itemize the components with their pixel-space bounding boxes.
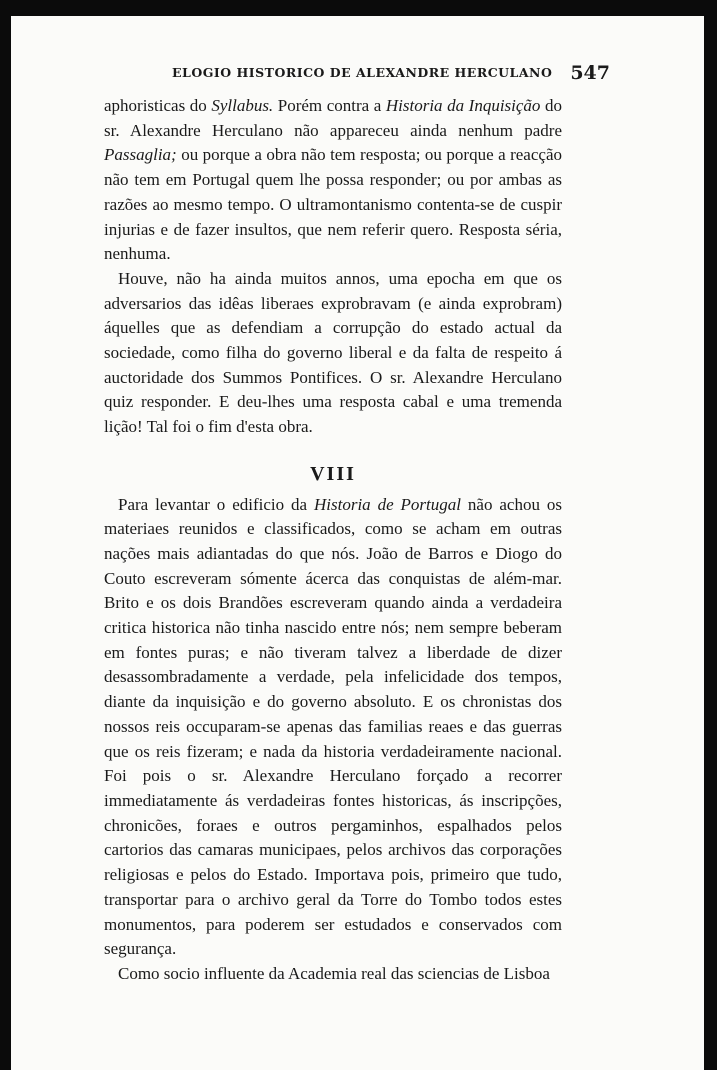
page-number: 547 (570, 62, 610, 84)
paragraph-historia-portugal: Para levantar o edificio da Historia de Portugal não achou os materiaes reunidos e classificados, como se acham em outras nações mais adiantadas do que nós. João de Barros e Diogo do Couto escreveram sómente ácerca das conquistas de além-mar. Brito e os dois Brandões escreveram quando ainda a verdadeira critica historica não tinha nascido entre nós; nem sempre beberam em fontes puras; e não tiveram talvez a liberdade de dizer desassombradamente a verdade, pela infelicidade dos tempos, diante da inquisição e do governo absoluto. E os chronistas dos nossos reis occuparam-se apenas das familias reaes e das guerras que os reis fizeram; e nada da historia verdadeiramente nacional. Foi pois o sr. Alexandre Herculano forçado a recorrer immediatamente ás verdadeiras fontes historicas, ás inscripções, chronicões, foraes e outros pergaminhos, espalhados pelos cartorios das camaras municipaes, pelos archivos das corporações religiosas e pelos do Estado. Importava pois, primeiro que tudo, transportar para o archivo geral da Torre do Tombo todos estes monumentos, para poderem ser estudados e conservados com segurança. (104, 494, 562, 959)
section-heading: VIII (310, 462, 356, 485)
running-header (100, 62, 610, 86)
title-historia-inquisicao: Historia da Inquisição (385, 96, 541, 115)
body-text (104, 94, 562, 987)
paragraph-epocha: Houve, não ha ainda muitos annos, uma epocha em que os adversarios das idêas liberaes exprobravam (e ainda exprobram) áquelles que as defendiam a corrupção do estado actual da sociedade, como filha do governo liberal e da falta de respeito á auctoridade dos Summos Pontifices. O sr. Alexandre Herculano quiz responder. E deu-lhes uma resposta cabal e uma tremenda lição! Tal foi o fim d'esta obra. (104, 268, 562, 437)
scan-border-right (704, 0, 717, 1070)
name-passaglia: Passaglia; (104, 145, 177, 165)
paragraph-academia: Como socio influente da Academia real das sciencias de Lisboa (118, 963, 550, 983)
scan-border-left (0, 0, 11, 1070)
paragraph-syllabus: aphoristicas do Syllabus. Porém contra a Historia da Inquisição do sr. Alexandre Herculano não appareceu ainda nenhum padre Passaglia; ou porque a obra não tem resposta; ou porque a reacção não tem em Portugal quem lhe possa responder; ou por ambas as razões ao mesmo tempo. O ultramontanismo contenta-se de cuspir injurias e de fazer insultos, que nem referir quero. Resposta séria, nenhuma. (104, 96, 563, 264)
scan-border-top (0, 0, 717, 16)
title-syllabus: Syllabus. (211, 96, 274, 115)
title-historia-portugal: Historia de Portugal (314, 494, 461, 514)
running-title: ELOGIO HISTORICO DE ALEXANDRE HERCULANO (172, 65, 553, 80)
